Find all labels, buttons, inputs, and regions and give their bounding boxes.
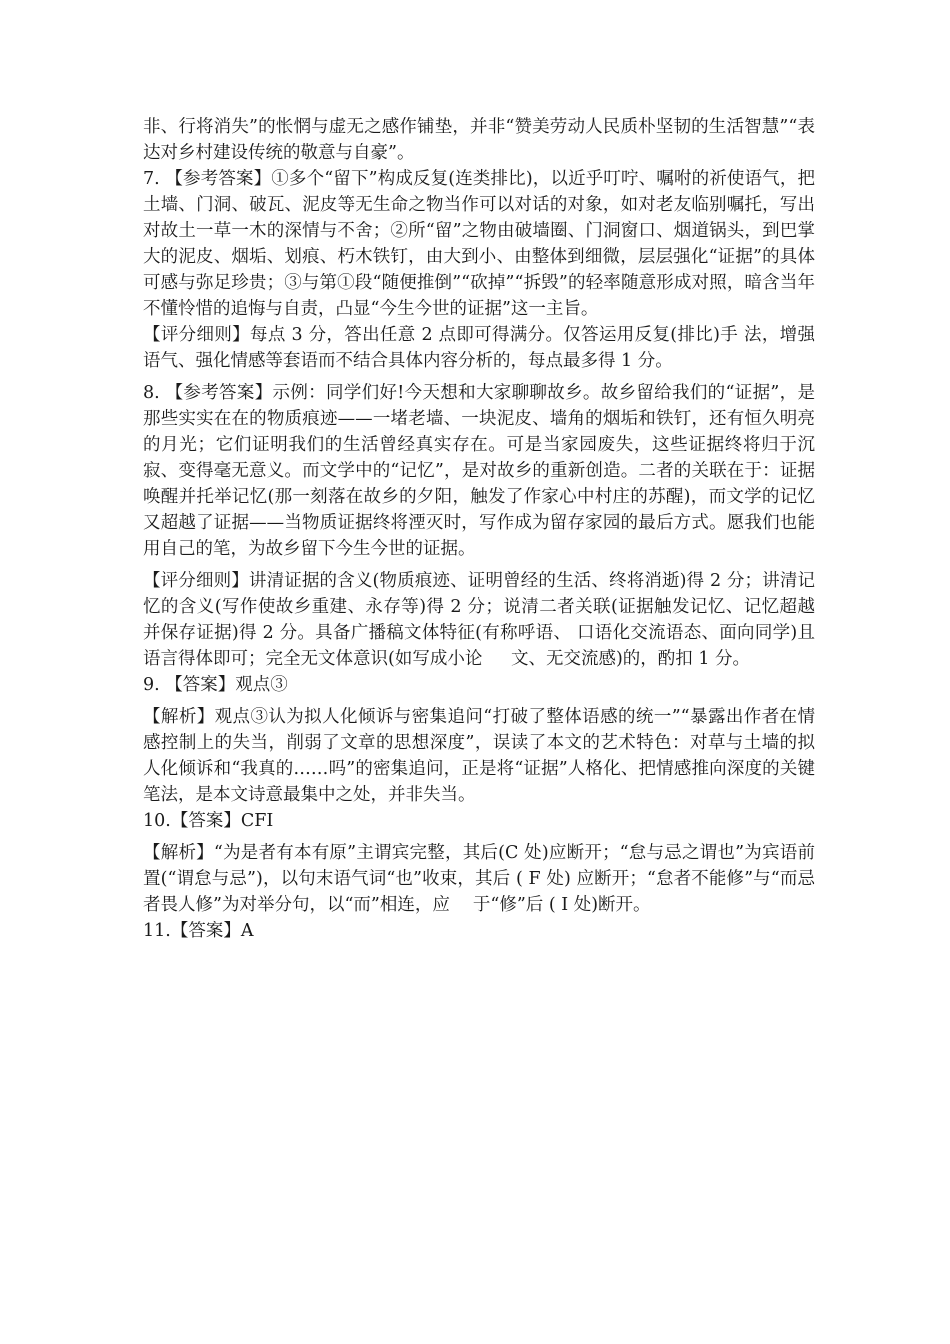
paragraph-7-answer: 7. 【参考答案】①多个“留下”构成反复(连类排比)，以近乎叮咛、嘱咐的祈使语气，把土墙、门洞、破瓦、泥皮等无生命之物当作可以对话的对象，如对老友临别嘱托，写出对故土一草一木的深情与不舍；②所“留”之物由破墙圈、门洞窗口、烟道锅头，到巴掌大的泥皮、烟垢、划痕、朽木铁钉，由大到小、由整体到细微，层层强化“证据”的具体可感与弥足珍贵；③与第①段“随便推倒”“砍掉”“拆毁”的轻率随意形成对照，暗含当年不懂怜惜的追悔与自责，凸显“今生今世的证据”这一主旨。 <box>143 169 815 319</box>
paragraph-9-analysis: 【解析】观点③认为拟人化倾诉与密集追问“打破了整体语感的统一”“暴露出作者在情感控制上的失当，削弱了文章的思想深度”，误读了本文的艺术特色：对草与土墙的拟人化倾诉和“我真的……吗”的密集追问，正是将“证据”人格化、把情感推向深度的关键笔法，是本文诗意最集中之处，并非失当。 <box>143 707 815 805</box>
paragraph-10-analysis: 【解析】“为是者有本有原”主谓宾完整，其后(C 处)应断开；“怠与忌之谓也”为宾语前置(“谓怠与忌”)，以句末语气词“也”收束，其后 ( F 处) 应断开；“怠者不能修”与“而忌者畏人修”为对举分句，以“而”相连，应 于“修”后 ( I 处)断开。 <box>143 843 815 915</box>
paragraph-11-answer: 11.【答案】A <box>143 921 254 941</box>
paragraph-6-tail: 非、行将消失”的怅惘与虚无之感作铺垫，并非“赞美劳动人民质朴坚韧的生活智慧”“表达对乡村建设传统的敬意与自豪”。 <box>143 117 815 163</box>
paragraph-8-scoring: 【评分细则】讲清证据的含义(物质痕迹、证明曾经的生活、终将消逝)得 2 分；讲清记忆的含义(写作使故乡重建、永存等)得 2 分；说清二者关联(证据触发记忆、记忆超越并保存证据)得 2 分。具备广播稿文体特征(有称呼语、 口语化交流语态、面向同学)且语言得体即可；完全无文体意识(如写成小论 文、无交流感)的，酌扣 1 分。 <box>143 571 815 669</box>
paragraph-8-answer: 8. 【参考答案】示例：同学们好!今天想和大家聊聊故乡。故乡留给我们的“证据”，是那些实实在在的物质痕迹——一堵老墙、一块泥皮、墙角的烟垢和铁钉，还有恒久明亮的月光；它们证明我们的生活曾经真实存在。可是当家园废失，这些证据终将归于沉寂、变得毫无意义。而文学中的“记忆”，是对故乡的重新创造。二者的关联在于：证据唤醒并托举记忆(那一刻落在故乡的夕阳，触发了作家心中村庄的苏醒)，而文学的记忆又超越了证据——当物质证据终将湮灭时，写作成为留存家园的最后方式。愿我们也能用自己的笔，为故乡留下今生今世的证据。 <box>143 383 815 559</box>
paragraph-7-scoring: 【评分细则】每点 3 分，答出任意 2 点即可得满分。仅答运用反复(排比)手 法，增强语气、强化情感等套语而不结合具体内容分析的，每点最多得 1 分。 <box>143 325 815 371</box>
document-page <box>143 114 815 950</box>
paragraph-10-answer: 10.【答案】CFI <box>143 811 274 831</box>
paragraph-9-answer: 9. 【答案】观点③ <box>143 675 288 695</box>
